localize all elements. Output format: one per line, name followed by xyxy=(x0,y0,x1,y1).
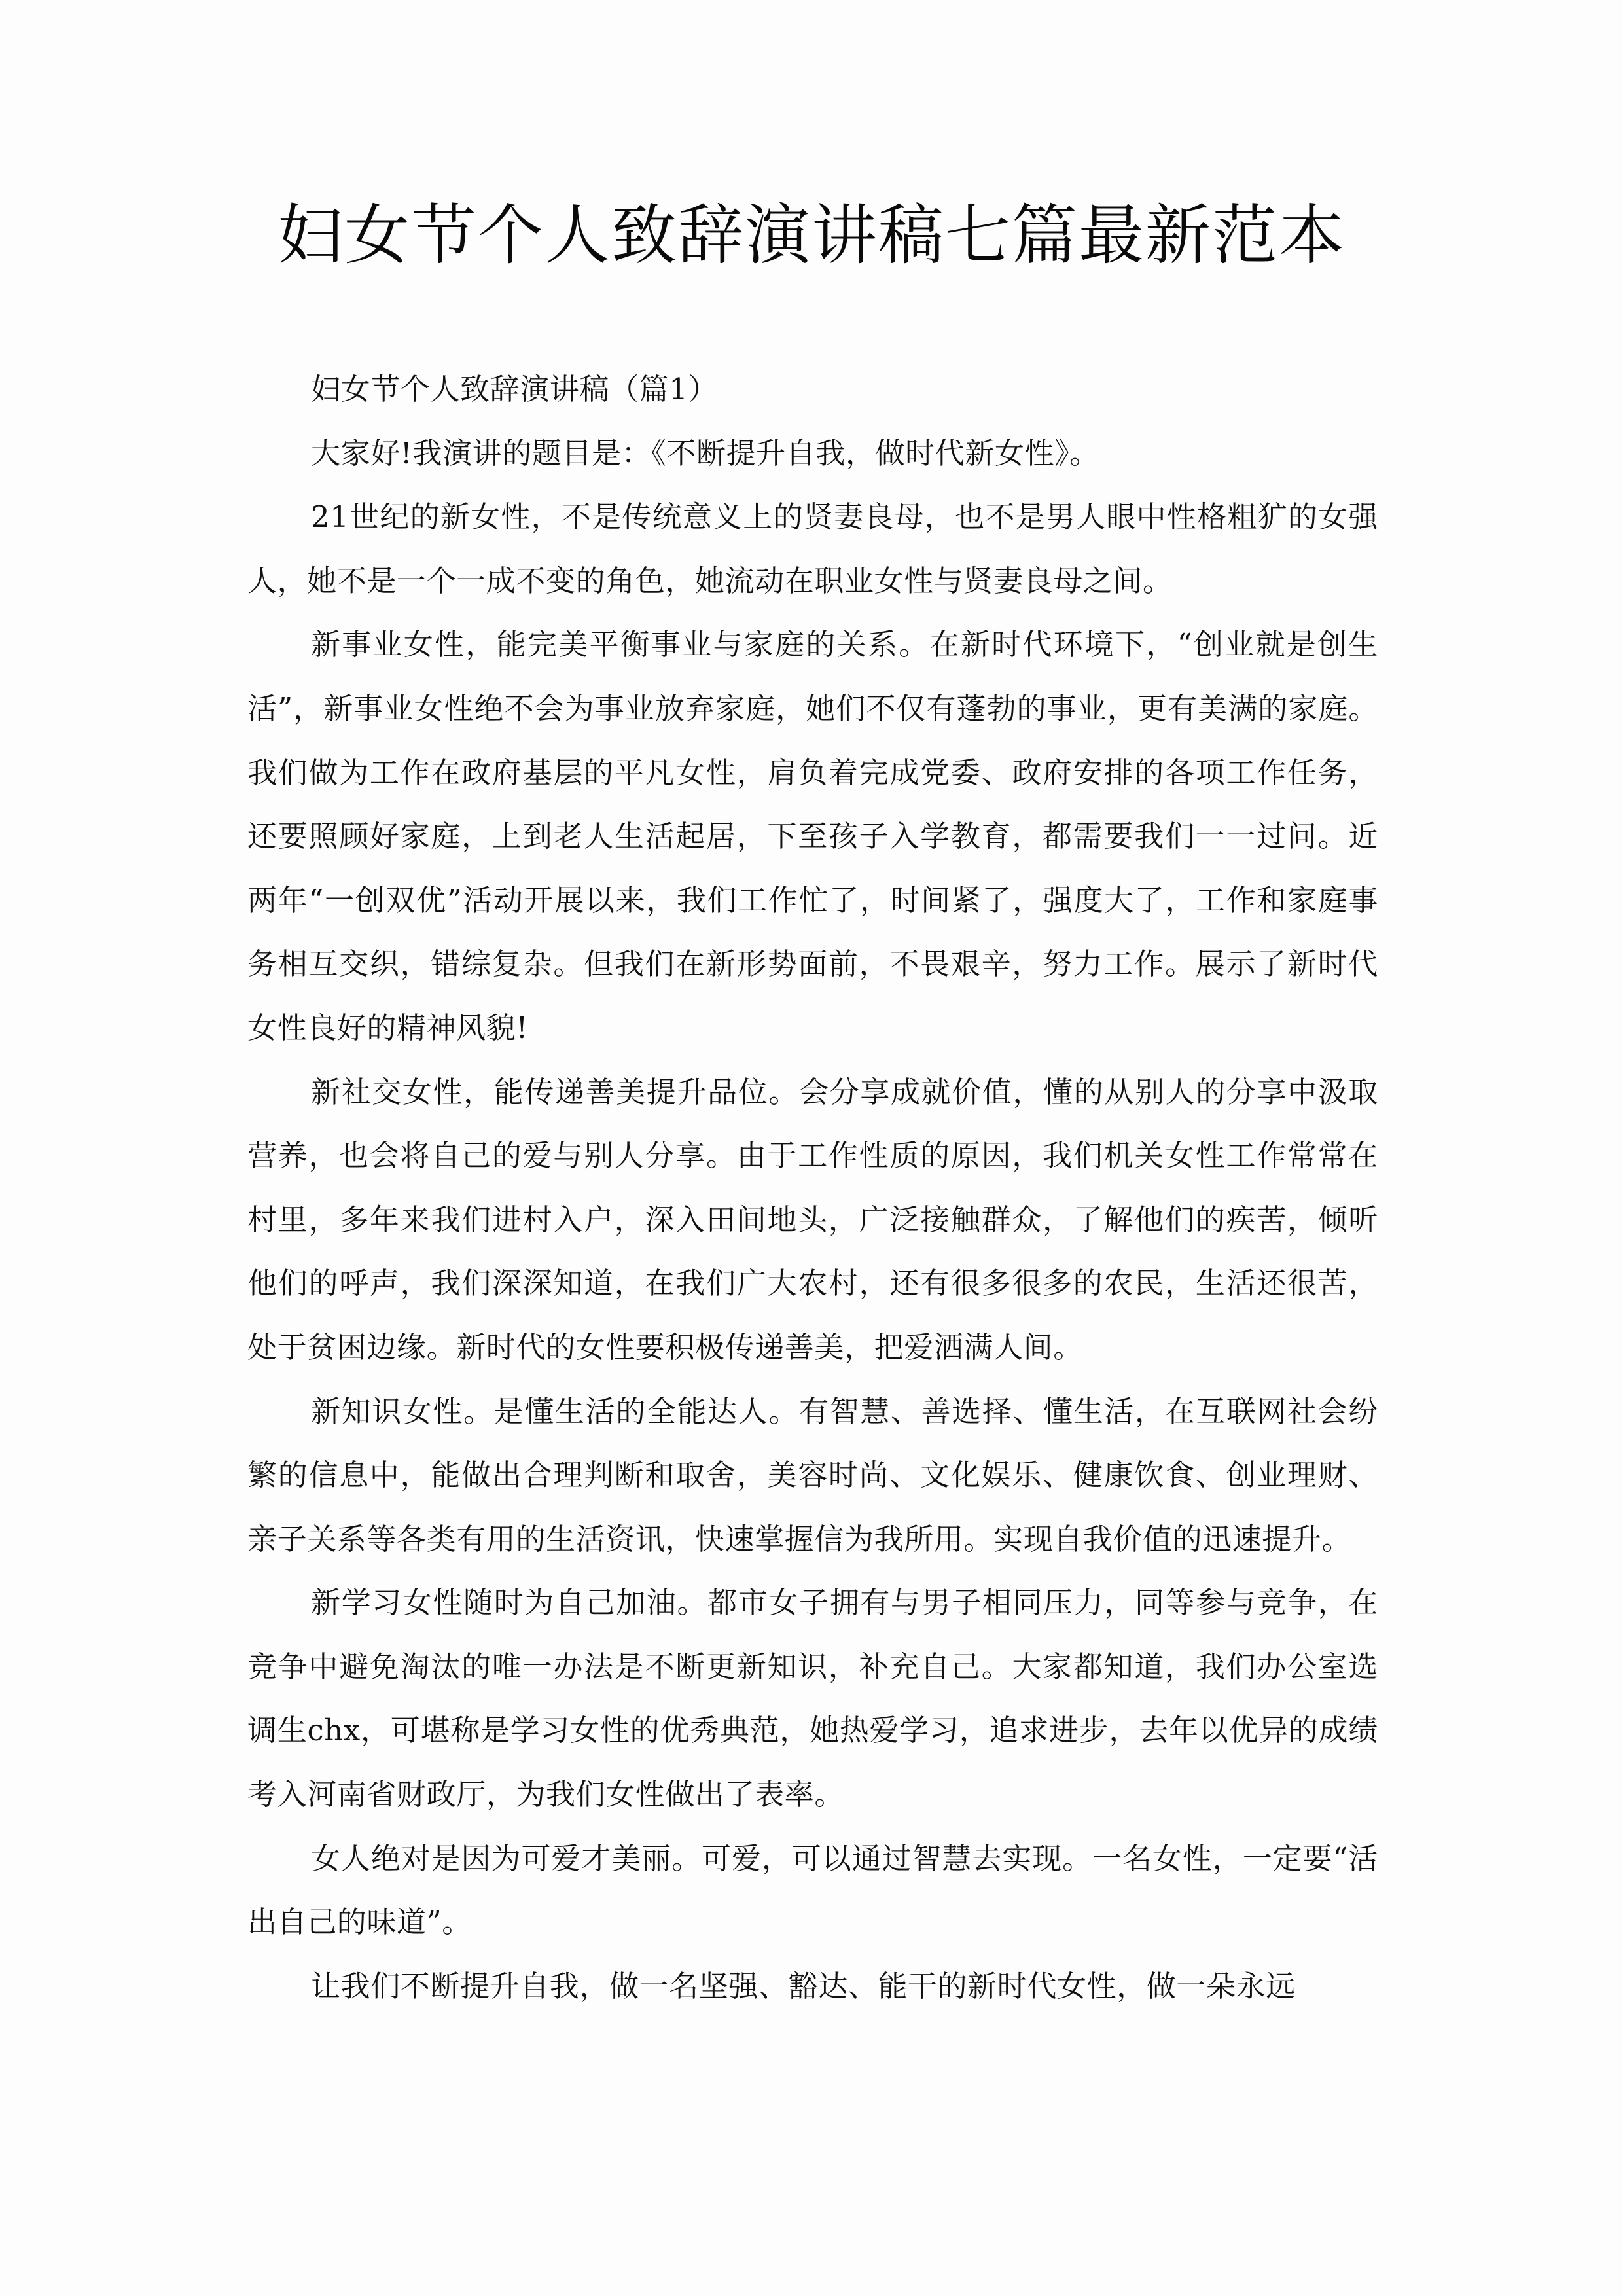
section-heading: 妇女节个人致辞演讲稿（篇1） xyxy=(311,372,719,406)
document-body xyxy=(247,357,1378,2018)
paragraph: 新学习女性随时为自己加油。都市女子拥有与男子相同压力，同等参与竞争，在竞争中避免淘汰的唯一办法是不断更新知识，补充自己。大家都知道，我们办公室选调生chx，可堪称是学习女性的优秀典范，她热爱学习，追求进步，去年以优异的成绩考入河南省财政厅，为我们女性做出了表率。 xyxy=(247,1585,1378,1812)
paragraph: 让我们不断提升自我，做一名坚强、豁达、能干的新时代女性，做一朵永远 xyxy=(311,1968,1296,2003)
paragraph: 新社交女性，能传递善美提升品位。会分享成就价值，懂的从别人的分享中汲取营养，也会将自己的爱与别人分享。由于工作性质的原因，我们机关女性工作常常在村里，多年来我们进村入户，深入田间地头，广泛接触群众，了解他们的疾苦，倾听他们的呼声，我们深深知道，在我们广大农村，还有很多很多的农民，生活还很苦，处于贫困边缘。新时代的女性要积极传递善美，把爱洒满人间。 xyxy=(247,1074,1378,1365)
paragraph: 女人绝对是因为可爱才美丽。可爱，可以通过智慧去实现。一名女性，一定要“活出自己的味道”。 xyxy=(247,1840,1378,1940)
paragraph: 21世纪的新女性，不是传统意义上的贤妻良母，也不是男人眼中性格粗犷的女强人，她不是一个一成不变的角色，她流动在职业女性与贤妻良母之间。 xyxy=(247,499,1378,598)
paragraph: 新事业女性，能完美平衡事业与家庭的关系。在新时代环境下，“创业就是创生活”，新事业女性绝不会为事业放弃家庭，她们不仅有蓬勃的事业，更有美满的家庭。我们做为工作在政府基层的平凡女性，肩负着完成党委、政府安排的各项工作任务，还要照顾好家庭，上到老人生活起居，下至孩子入学教育，都需要我们一一过问。近两年“一创双优”活动开展以来，我们工作忙了，时间紧了，强度大了，工作和家庭事务相互交织，错综复杂。但我们在新形势面前，不畏艰辛，努力工作。展示了新时代女性良好的精神风貌! xyxy=(247,627,1378,1045)
paragraph: 新知识女性。是懂生活的全能达人。有智慧、善选择、懂生活，在互联网社会纷繁的信息中，能做出合理判断和取舍，美容时尚、文化娱乐、健康饮食、创业理财、亲子关系等各类有用的生活资讯，快速掌握信为我所用。实现自我价值的迅速提升。 xyxy=(247,1393,1378,1556)
paragraph-greeting: 大家好!我演讲的题目是：《不断提升自我，做时代新女性》。 xyxy=(311,435,1099,471)
document-title: 妇女节个人致辞演讲稿七篇最新范本 xyxy=(277,197,1346,274)
